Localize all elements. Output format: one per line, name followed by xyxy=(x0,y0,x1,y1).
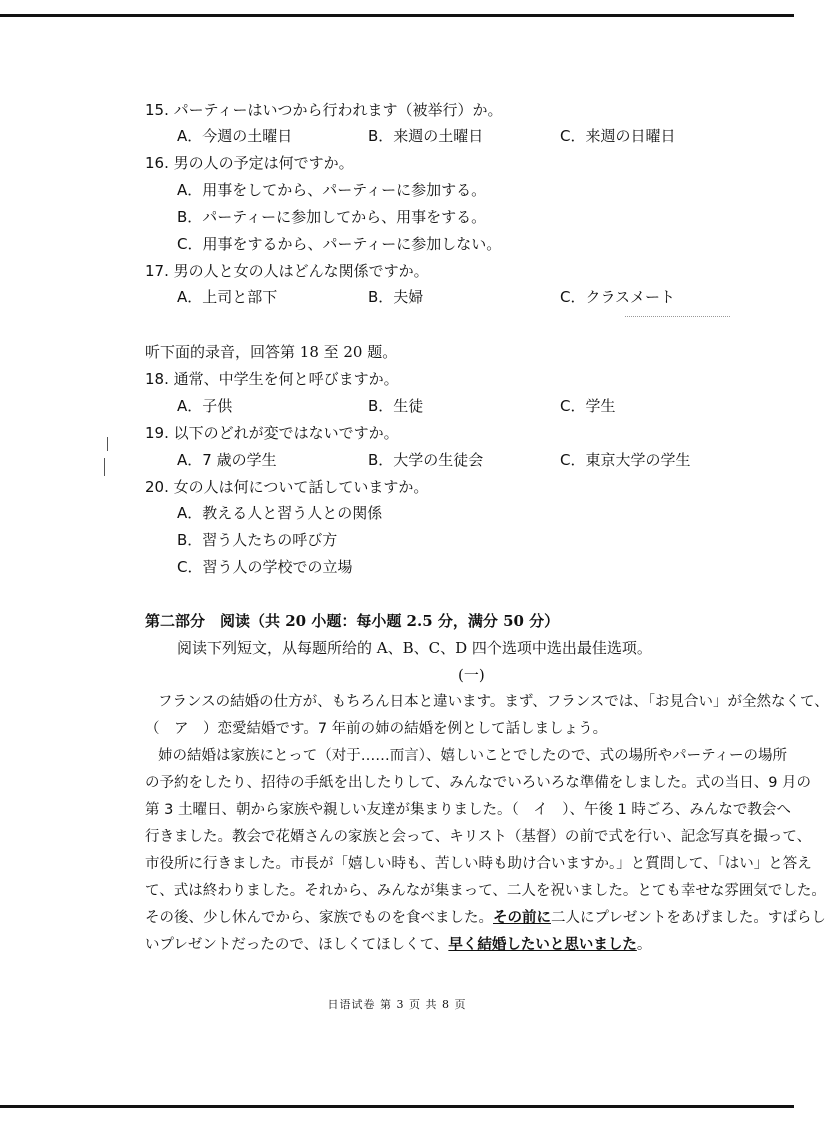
q15-option-a: A．今週の土曜日 xyxy=(177,127,293,145)
passage-number: (一) xyxy=(458,666,485,684)
q17-option-b: B．夫婦 xyxy=(368,288,424,306)
question-number: 15. xyxy=(145,101,169,119)
passage-line: の予約をしたり、招待の手紙を出したりして、みんなでいろいろな準備をしました。式の当日、9 月の xyxy=(145,775,812,791)
question-16 xyxy=(145,153,354,173)
q15-option-c: C．来週の日曜日 xyxy=(560,127,676,145)
question-text: 男の人の予定は何ですか。 xyxy=(173,154,354,172)
passage-line: 第 3 土曜日、朝から家族や親しい友達が集まりました。（ イ ）、午後 1 時ごろ、みんなで教会へ xyxy=(145,802,791,818)
question-20 xyxy=(145,477,428,497)
question-text: 以下のどれが変ではないですか。 xyxy=(173,424,399,442)
q17-option-a: A．上司と部下 xyxy=(177,288,278,306)
underlined-phrase: 早く結婚したいと思いました xyxy=(448,937,637,953)
passage-line: 行きました。教会で花婿さんの家族と会って、キリスト（基督）の前で式を行い、記念写真を撮って、 xyxy=(145,829,812,845)
passage-line: フランスの結婚の仕方が、もちろん日本と違います。まず、フランスでは、「お見合い」が全然なくて、 xyxy=(158,694,829,710)
q15-option-b: B．来週の土曜日 xyxy=(368,127,484,145)
passage-line xyxy=(145,908,826,928)
q17-option-c: C．クラスメート xyxy=(560,288,676,306)
question-number: 18. xyxy=(145,370,169,388)
question-number: 16. xyxy=(145,154,169,172)
top-border xyxy=(0,14,794,17)
passage-text: その後、少し休んでから、家族でものを食べました。 xyxy=(145,910,493,926)
question-number: 20. xyxy=(145,478,169,496)
question-text: パーティーはいつから行われます（被举行）か。 xyxy=(173,101,503,119)
q20-option-a: A．教える人と習う人との関係 xyxy=(177,504,383,522)
q18-option-b: B．生徒 xyxy=(368,397,424,415)
scan-dotted-line xyxy=(625,316,730,317)
passage-text: いプレゼントだったので、ほしくてほしくて、 xyxy=(145,937,449,953)
passage-line: て、式は終わりました。それから、みんなが集まって、二人を祝いました。とても幸せな雰囲気でした。 xyxy=(145,883,826,899)
underlined-phrase: その前に xyxy=(493,910,551,926)
question-text: 男の人と女の人はどんな関係ですか。 xyxy=(173,262,429,280)
question-15 xyxy=(145,100,502,120)
passage-text: 。 xyxy=(636,937,652,953)
scan-mark xyxy=(104,458,105,476)
passage-line: （ ア ）恋愛結婚です。7 年前の姉の結婚を例として話しましょう。 xyxy=(145,721,608,737)
q16-option-c: C．用事をするから、パーティーに参加しない。 xyxy=(177,235,502,253)
question-text: 女の人は何について話していますか。 xyxy=(173,478,429,496)
section-heading: 第二部分 阅读（共 20 小题：每小题 2.5 分，满分 50 分） xyxy=(145,612,560,630)
bottom-border xyxy=(0,1105,794,1108)
question-number: 19. xyxy=(145,424,169,442)
question-18 xyxy=(145,369,399,389)
passage-line: 市役所に行きました。市長が「嬉しい時も、苦しい時も助け合いますか。」と質問して、「はい」と答え xyxy=(145,856,812,872)
scan-mark xyxy=(107,437,108,451)
passage-line: 姉の結婚は家族にとって（对于……而言）、嬉しいことでしたので、式の場所やパーティーの場所 xyxy=(158,748,788,764)
q16-option-b: B．パーティーに参加してから、用事をする。 xyxy=(177,208,487,226)
q18-option-c: C．学生 xyxy=(560,397,616,415)
reading-instruction: 阅读下列短文，从每题所给的 A、B、C、D 四个选项中选出最佳选项。 xyxy=(177,639,652,657)
q16-option-a: A．用事をしてから、パーティーに参加する。 xyxy=(177,181,487,199)
question-17 xyxy=(145,261,429,281)
question-text: 通常、中学生を何と呼びますか。 xyxy=(173,370,399,388)
q20-option-b: B．習う人たちの呼び方 xyxy=(177,531,338,549)
question-number: 17. xyxy=(145,262,169,280)
passage-text: 二人にプレゼントをあげました。すばらし xyxy=(551,910,826,926)
q20-option-c: C．習う人の学校での立場 xyxy=(177,558,353,576)
listening-instruction: 听下面的录音，回答第 18 至 20 题。 xyxy=(145,343,398,361)
q19-option-a: A．7 歳の学生 xyxy=(177,451,277,469)
q19-option-b: B．大学の生徒会 xyxy=(368,451,484,469)
passage-line xyxy=(145,935,651,955)
q19-option-c: C．東京大学の学生 xyxy=(560,451,691,469)
question-19 xyxy=(145,423,399,443)
page-footer: 日语试卷 第 3 页 共 8 页 xyxy=(327,998,467,1011)
q18-option-a: A．子供 xyxy=(177,397,233,415)
